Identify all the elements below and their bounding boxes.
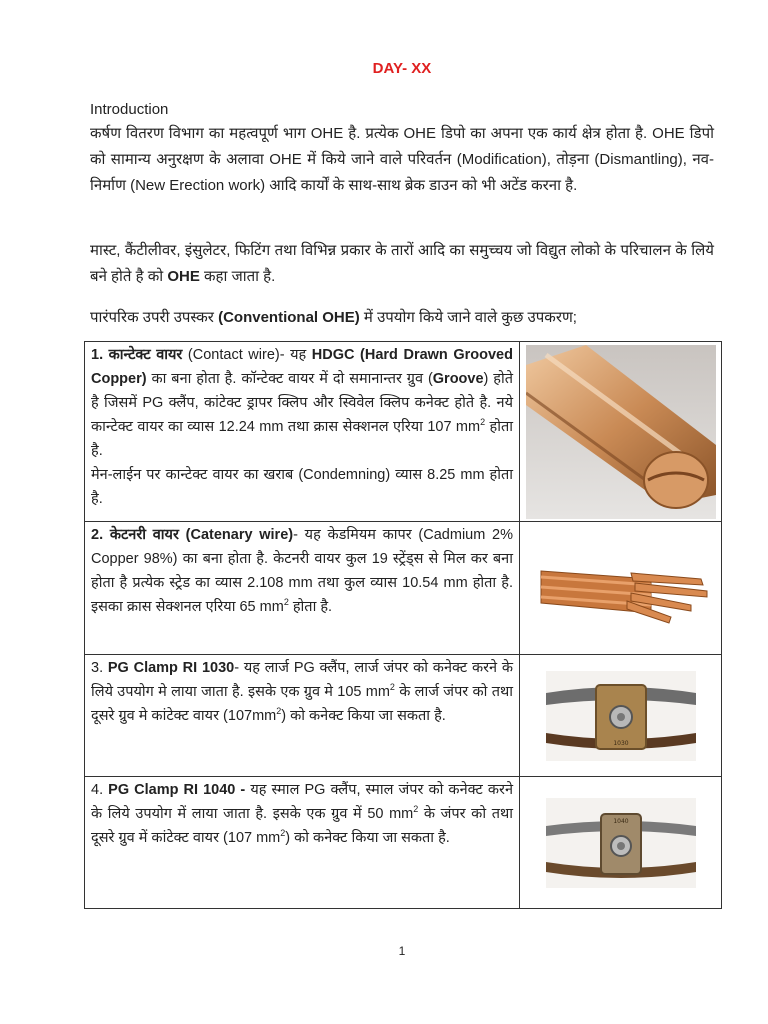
- equipment-intro-paragraph: पारंपरिक उपरी उपस्कर (Conventional OHE) में उपयोग किये जाने वाले कुछ उपकरण;: [90, 309, 577, 326]
- ohe-definition-paragraph: मास्ट, कैंटीलीवर, इंसुलेटर, फिटिंग तथा विभिन्न प्रकार के तारों आदि का समुच्चय जो विद्युत लोको के परिचालन के लिये बने होते है को OHE कहा जाता है.: [90, 242, 714, 285]
- pg-clamp-1040-description: 4. PG Clamp RI 1040 - यह स्माल PG क्लैंप, स्माल जंपर को कनेक्ट करने के लिये उपयोग में लाया जाता है. इसके एक ग्रुव में 50 $mm^2$ के जंपर को तथा दूसरे ग्रुव में कांटेक्ट वायर (107 $mm^2$) को कनेक्ट किया जा सकता है.: [85, 777, 520, 909]
- contact-wire-image: [520, 342, 722, 522]
- contact-wire-photo: [526, 345, 716, 519]
- pg-clamp-1030-photo: [546, 671, 696, 761]
- intro-paragraph: कर्षण वितरण विभाग का महत्वपूर्ण भाग OHE है. प्रत्येक OHE डिपो का अपना एक कार्य क्षेत्र होता है. OHE डिपो को सामान्य अनुरक्षण के अलावा OHE में किये जाने वाले परिवर्तन (Modification), तोड़ना (Dismantling), नव-निर्माण (New Erection work) आदि कार्यों के साथ-साथ ब्रेक डाउन को भी अटेंड करना है.: [90, 125, 714, 194]
- table-row: [85, 777, 722, 909]
- table-row: [85, 655, 722, 777]
- pg-clamp-1040-image: [520, 777, 722, 909]
- equipment-table: [84, 341, 722, 909]
- pg-clamp-1030-image: [520, 655, 722, 777]
- catenary-wire-description: 2. केटनरी वायर (Catenary wire)- यह केडमियम कापर (Cadmium 2% Copper 98%) का बना होता है. केटनरी वायर कुल 19 स्ट्रेंड्स से मिल कर बना होता है प्रत्येक स्ट्रेड का व्यास 2.108 mm तथा कुल व्यास 10.54 mm होता है. इसका क्रास सेक्शनल एरिया 65 $mm^2$ होता है.: [85, 522, 520, 655]
- pg-clamp-stamp: 1030: [612, 739, 629, 747]
- table-row: [85, 342, 722, 522]
- page-title: DAY- XX: [372, 60, 432, 77]
- page-number: 1: [398, 944, 406, 958]
- pg-clamp-1030-description: 3. PG Clamp RI 1030- यह लार्ज PG क्लैंप, लार्ज जंपर को कनेक्ट करने के लिये उपयोग मे लाया जाता है. इसके एक ग्रुव मे 105 $mm^2$ के लार्ज जंपर को तथा दूसरे ग्रुव मे कांटेक्ट वायर $(107mm^2)$ को कनेक्ट किया जा सकता है.: [85, 655, 520, 777]
- pg-clamp-stamp: 1040: [612, 817, 629, 825]
- intro-heading: Introduction: [90, 101, 169, 118]
- contact-wire-description: 1. कान्टेक्ट वायर (Contact wire)- यह HDGC (Hard Drawn Grooved Copper) का बना होता है. कॉन्टेक्ट वायर में दो समानान्तर ग्रुव (Groove) होते है जिसमें PG क्लैंप, कांटेक्ट ड्रापर क्लिप और स्विवेल क्लिप कनेक्ट होते है. नये कान्टेक्ट वायर का व्यास 12.24 mm तथा क्रास सेक्शनल एरिया 107 $mm^2$ होता है. मेन-लाईन पर कान्टेक्ट वायर का खराब (Condemning) व्यास 8.25 mm होता है.: [85, 342, 520, 522]
- catenary-wire-image: [520, 522, 722, 655]
- table-row: [85, 522, 722, 655]
- catenary-wire-photo: [531, 533, 711, 643]
- pg-clamp-1040-photo: [546, 798, 696, 888]
